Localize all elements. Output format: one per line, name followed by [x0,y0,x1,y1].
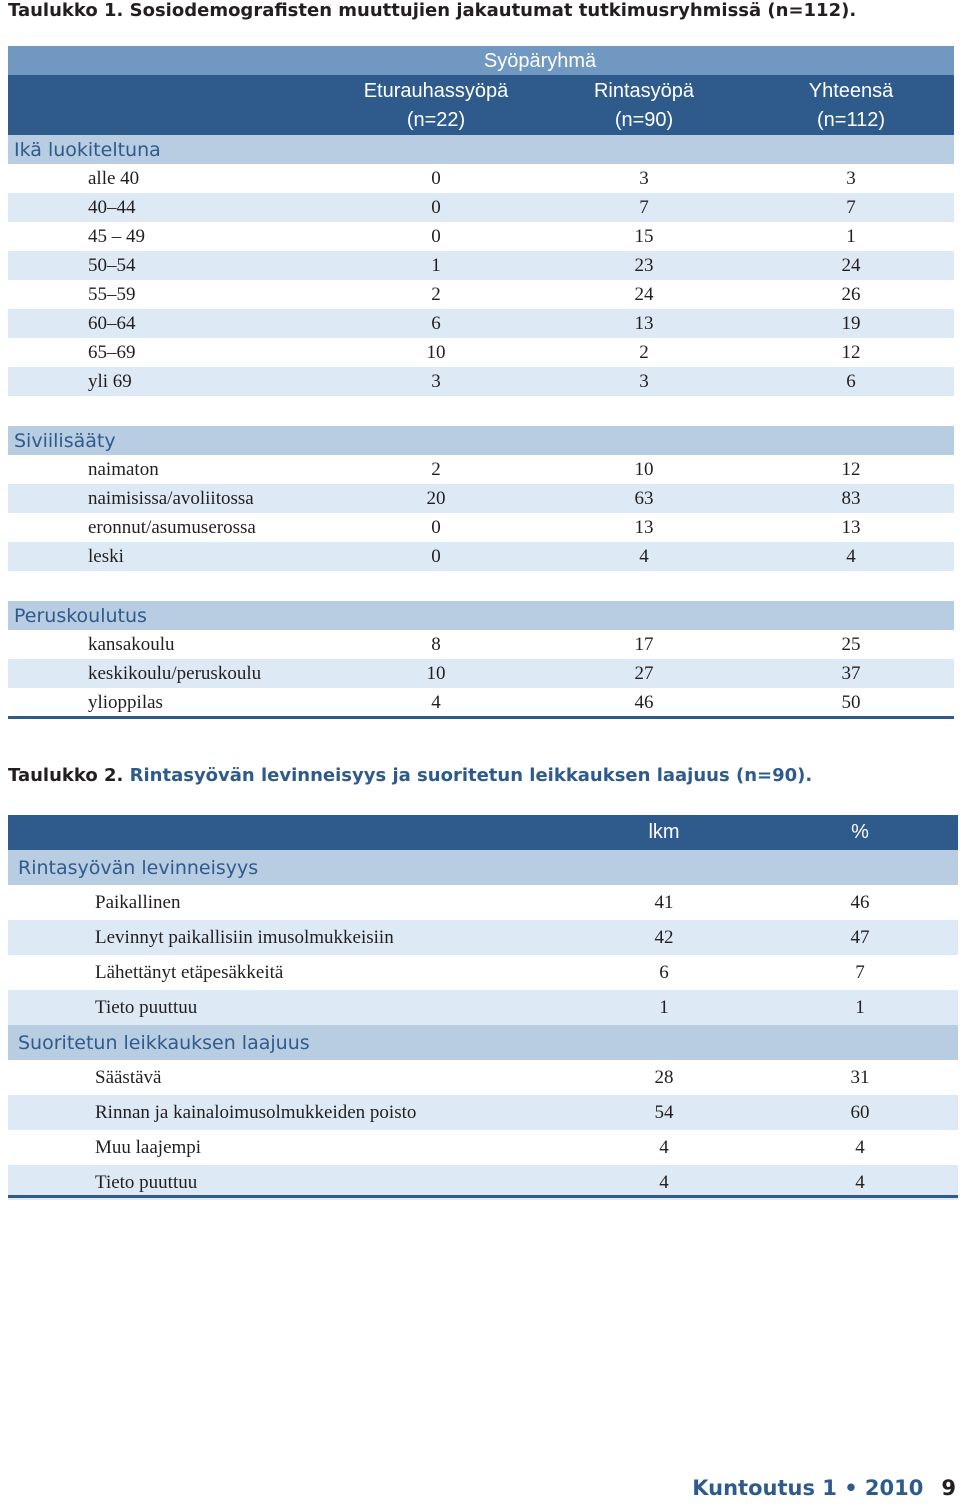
cell-count: 4 [659,1171,669,1193]
table-row [8,367,954,396]
cell-col3: 25 [841,633,861,655]
table1-section-marital [8,426,954,455]
cell-pct: 60 [850,1101,870,1123]
table1-section-age [8,135,954,164]
cell-col3: 37 [841,662,861,684]
table-row [8,630,954,659]
table-row [8,309,954,338]
cell-col2: 7 [639,196,649,218]
cell-col2: 63 [634,487,654,509]
row-label: Muu laajempi [95,1136,202,1158]
table1-col3-name: Yhteensä [808,80,894,102]
cell-col3: 7 [846,196,856,218]
cell-col3: 12 [841,341,861,363]
cell-count: 54 [654,1101,674,1123]
table-row [8,1130,958,1165]
row-label: alle 40 [88,167,140,189]
cell-col3: 12 [841,458,861,480]
table-row [8,920,958,955]
table1-group-header: Syöpäryhmä [483,50,597,72]
table2-header-row [8,815,958,850]
row-label: Tieto puuttuu [95,1171,198,1193]
table-row [8,659,954,688]
cell-col1: 0 [431,516,441,538]
table2-caption-text: Rintasyövän levinneisyys ja suoritetun leikkauksen laajuus (n=90). [129,765,813,786]
cell-col2: 2 [639,341,649,363]
page-number: 9 [941,1476,956,1500]
table1-col3-n: (n=112) [816,109,885,131]
cell-col2: 3 [639,167,649,189]
cell-col2: 3 [639,370,649,392]
cell-col2: 10 [634,458,654,480]
table2-section-spread [8,850,958,885]
cell-count: 28 [654,1066,674,1088]
section-title: Suoritetun leikkauksen laajuus [18,1031,310,1054]
row-label: Tieto puuttuu [95,996,198,1018]
row-label: 50–54 [88,254,136,276]
cell-count: 1 [659,996,669,1018]
cell-pct: 31 [850,1066,870,1088]
page-footer [692,1476,956,1500]
cell-col3: 24 [841,254,861,276]
cell-col2: 13 [634,516,654,538]
table2-col-count: lkm [648,821,680,843]
cell-count: 42 [654,926,674,948]
cell-pct: 4 [855,1136,865,1158]
cell-col2: 13 [634,312,654,334]
table-row [8,1060,958,1095]
cell-col3: 3 [846,167,856,189]
cell-col1: 10 [426,341,446,363]
cell-col1: 20 [426,487,446,509]
cell-col2: 23 [634,254,654,276]
table2-bottom-rule [8,1195,958,1198]
row-label: kansakoulu [88,633,175,655]
table1-caption-label: Taulukko 1. [8,0,124,21]
cell-col2: 15 [634,225,654,247]
cell-col2: 46 [634,691,654,713]
cell-count: 4 [659,1136,669,1158]
row-label: keskikoulu/peruskoulu [88,662,262,684]
row-label: Rinnan ja kainaloimusolmukkeiden poisto [95,1101,417,1123]
cell-col1: 0 [431,545,441,567]
table1-column-header-row [8,75,954,135]
table-row [8,251,954,280]
row-label: naimisissa/avoliitossa [88,487,254,509]
cell-pct: 46 [850,891,870,913]
row-label: Paikallinen [95,891,181,913]
table1-caption [8,0,856,21]
cell-col1: 2 [431,283,441,305]
table1-group-header-row [8,46,954,75]
cell-pct: 4 [855,1171,865,1193]
table-row [8,688,954,717]
row-label: eronnut/asumuserossa [88,516,256,538]
table-row [8,193,954,222]
row-label: 45 – 49 [88,225,145,247]
table1-col2-n: (n=90) [614,109,674,131]
row-label: Säästävä [95,1066,162,1088]
cell-col3: 83 [841,487,861,509]
row-label: 55–59 [88,283,136,305]
table-row [8,1095,958,1130]
cell-pct: 47 [850,926,870,948]
row-label: leski [88,545,124,567]
cell-col1: 2 [431,458,441,480]
cell-count: 41 [654,891,674,913]
table1-col1-name: Eturauhassyöpä [363,80,509,102]
cell-col1: 0 [431,196,441,218]
cell-col3: 50 [841,691,861,713]
section-title: Peruskoulutus [14,604,147,627]
row-label: 65–69 [88,341,136,363]
section-title: Ikä luokiteltuna [14,138,161,161]
cell-col3: 6 [846,370,856,392]
table-row [8,164,954,193]
cell-col2: 17 [634,633,654,655]
cell-pct: 1 [855,996,865,1018]
row-label: 60–64 [88,312,136,334]
row-label: ylioppilas [88,691,163,713]
cell-count: 6 [659,961,669,983]
cell-col1: 6 [431,312,441,334]
cell-pct: 7 [855,961,865,983]
cell-col3: 13 [841,516,861,538]
table-row [8,280,954,309]
row-label: Lähettänyt etäpesäkkeitä [95,961,284,983]
table1-col2-name: Rintasyöpä [593,80,695,102]
table-row [8,542,954,571]
cell-col3: 4 [846,545,856,567]
table-row [8,513,954,542]
row-label: Levinnyt paikallisiin imusolmukkeisiin [95,926,394,948]
table-row [8,222,954,251]
cell-col1: 3 [431,370,441,392]
cell-col3: 19 [841,312,861,334]
table1-col1-n: (n=22) [406,109,466,131]
cell-col3: 1 [846,225,856,247]
table-row [8,885,958,920]
table-row [8,955,958,990]
row-label: 40–44 [88,196,136,218]
table-row [8,338,954,367]
table2-section-surgery [8,1025,958,1060]
table2-caption-label: Taulukko 2. [8,765,124,786]
table1-bottom-rule [8,716,954,719]
cell-col1: 0 [431,225,441,247]
cell-col2: 27 [634,662,654,684]
cell-col1: 8 [431,633,441,655]
row-label: yli 69 [88,370,132,392]
journal-name: Kuntoutus 1 • 2010 [692,1476,924,1500]
table-row [8,990,958,1025]
cell-col3: 26 [841,283,861,305]
table2-caption [8,765,812,786]
cell-col1: 10 [426,662,446,684]
cell-col2: 4 [639,545,649,567]
cell-col1: 1 [431,254,441,276]
cell-col1: 0 [431,167,441,189]
row-label: naimaton [88,458,159,480]
table2-col-pct: % [851,821,869,843]
table-row [8,484,954,513]
section-title: Siviilisääty [14,429,116,452]
section-title: Rintasyövän levinneisyys [18,856,259,879]
cell-col2: 24 [634,283,654,305]
table1-section-education [8,601,954,630]
cell-col1: 4 [431,691,441,713]
table1-caption-text: Sosiodemografisten muuttujien jakautumat tutkimusryhmissä (n=112). [129,0,857,21]
table-row [8,455,954,484]
